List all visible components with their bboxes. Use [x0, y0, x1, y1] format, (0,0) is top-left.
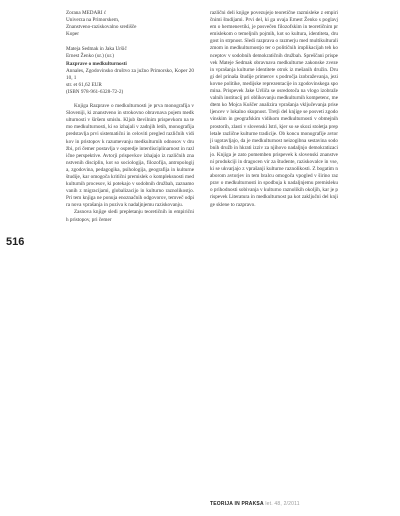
body-paragraph: Zasnova knjige sledi prepletanju teoretičnih in empiričnih pristopov, pri čemer: [66, 209, 194, 223]
reviewer-name: Zorana MEDARI ć: [66, 10, 107, 16]
book-editors: Mateja Sedmak in Jaka Uršič: [66, 46, 127, 53]
book-publisher: Annales, Zgodovinsko društvo za južno Primorsko, Koper 2010, 1: [66, 67, 194, 81]
left-column: [66, 10, 194, 224]
journal-issue: let. 48, 2/2011: [265, 501, 300, 507]
book-pages: str. et 61,62 EUR: [66, 81, 102, 88]
book-editors: Ernest Ženko (ur.) (ur.): [66, 53, 114, 60]
reviewed-book-details: [66, 46, 194, 96]
book-title: Razprave o medkulturnosti: [66, 60, 127, 67]
book-isbn: (ISBN 978-961-6328-72-2): [66, 88, 124, 95]
right-column: [210, 10, 338, 209]
body-paragraph: različni deli knjige povezujejo teoretične razmisleke z empiričnimi študijami. Prvi del, ki ga uvaja Ernest Ženko s poglavjem o hermenevtiki, je posvečen filozofskim in teoretičnim premislekom o temeljnih pojmih, kot so kultura, identiteta, drugost in strpnost. Sledi razprava o razmerju med multikulturalizmom in medkulturnostjo ter o političnih implikacijah teh konceptov v sodobnih demokratičnih družbah. Spreščani prispevek Mateje Sedmak obravnava medkulturne zakonske zveze in vprašanja kulturne identitete otrok iz mešanih družin. Drugi del prinaša študije primerov s področja izobraževanja, jezikovne politike, medijske reprezentacije in zgodovinskega spomina. Prispevek Jake Uršiča se osredotoča na vlogo izobraževalnih institucij pri oblikovanju medkulturnih kompetenc, medtem ko Mojca Kuščer analizira vprašanja vključevanja priseljencev v lokalno skupnost. Tretji del knjige se posveti zgodovinskim in geografskim vidikom medkulturnosti v obmejnih prostorih, zlasti v slovenski Istri, kjer so se skozi stoletja prepletale različne kulturne tradicije. Ob koncu monografije avtorji ugotavljajo, da je medkulturnost neizogibna sestavina sodobnih družb in hkrati izziv za njihovo nadaljnjo demokratizacijo. Knjiga je zato pomemben prispevek k slovenski znanstveni produkciji in dragocen vir za študente, raziskovalce in vse, ki se ukvarjajo z vprašanji kulturne raznolikosti. Z bogatim naborom avtorjev in tem bralcu omogoča vpogled v širino razprav o medkulturnosti in spodbuja k nadaljnjemu premisleku o prihodnosti sobivanja v kulturno raznolikih okoljih, kar je prispevek Literatura in medkulturnost pa kot zaključni del knjige sklene to razpravo.: [210, 10, 338, 208]
running-footer: [210, 501, 300, 507]
reviewer-affiliation-line: Univerza na Primorskem,: [66, 17, 120, 24]
page-number: 516: [6, 236, 25, 248]
journal-name: TEORIJA IN PRAKSA: [210, 501, 264, 507]
review-author-block: [66, 10, 194, 38]
reviewer-affiliation-line: Koper: [66, 31, 79, 38]
reviewer-affiliation-line: Znanstveno-raziskovalno središče: [66, 24, 137, 31]
body-paragraph: Knjiga Razprave o medkulturnosti je prva monografija v Sloveniji, ki znanstveno in strokovno obravnava pojem medkulturnosti v širšem smislu. Kljub številnim prispevkom na temo medkulturnosti, ki so izhajali v zadnjih letih, monografija predstavlja prvi sistematični in celoviti pregled različnih vidikov in pristopov k razumevanju medkulturnih odnosov v družbi, pri čemer postavlja v ospredje interdisciplinarnost in različne perspektive. Avtorji prispevkov izhajajo iz različnih znanstvenih disciplin, kot so sociologija, filozofija, antropologija, zgodovina, pedagogika, psihologija, geografija in kulturne študije, kar omogoča kritični premislek o kompleksnosti medkulturnih procesov, ki potekajo v sodobnih družbah, zaznamovanih z migracijami, globalizacijo in kulturno raznolikostjo. Pri tem knjiga ne ponuja enoznačnih odgovorov, temveč odpira nova vprašanja in poziva k nadaljnjemu raziskovanju.: [66, 103, 194, 209]
